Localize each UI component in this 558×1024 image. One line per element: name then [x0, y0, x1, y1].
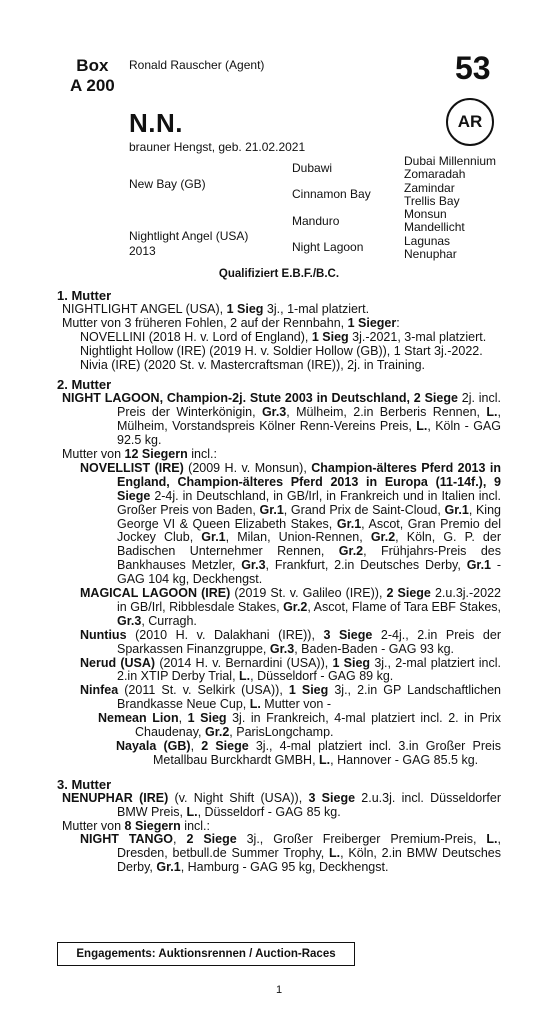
produce-entry: NOVELLINI (2018 H. v. Lord of England), 1 Sieg 3j.-2021, 3-mal platziert.: [80, 329, 487, 344]
pedigree-gen3: Zamindar: [404, 181, 455, 195]
agent-name: Ronald Rauscher (Agent): [129, 58, 265, 72]
horse-name: N.N.: [129, 108, 183, 138]
section-heading: 2. Mutter: [57, 377, 112, 393]
produce-entry: Nightlight Hollow (IRE) (2019 H. v. Soldier Hollow (GB)), 1 Start 3j.-2022.: [80, 343, 483, 358]
pedigree-sire: New Bay (GB): [129, 177, 206, 191]
pedigree-gen3: Dubai Millennium: [404, 154, 497, 168]
pedigree-gen2: Dubawi: [292, 161, 333, 175]
pedigree-dam: Nightlight Angel (USA): [129, 229, 249, 243]
pedigree-gen2: Cinnamon Bay: [292, 187, 371, 201]
ar-badge: AR: [446, 98, 494, 146]
produce-entry: NOVELLIST (IRE) (2009 H. v. Monsun), Champion-älteres Pferd 2013 in England, Champion-älteres Pferd 2013 in Europa (11-14f.), 9 Siege 2-4j. in Deutschland, in GB/Irl, in Frankreich und in Italien incl. Großer Preis von Baden, Gr.1, Grand Prix de Saint-Cloud, Gr.1, King George VI & Queen Elizabeth Stakes, Gr.1, Ascot, Gran Premio del Jockey Club, Gr.1, Milan, Union-Rennen, Gr.2, Köln, G. P. der Badischen Unternehmer Rennen, Gr.2, Frühjahrs-Preis des Bankhauses Metzler, Gr.3, Frankfurt, 2.in Deutsches Derby, Gr.1 - GAG 104 kg, Deckhengst.: [80, 460, 501, 587]
produce-entry: Nivia (IRE) (2020 St. v. Mastercraftsman (IRE)), 2j. in Training.: [80, 357, 426, 372]
produce-summary: Mutter von 3 früheren Fohlen, 2 auf der Rennbahn, 1 Sieger:: [62, 315, 400, 330]
section-heading: 3. Mutter: [57, 776, 112, 792]
produce-entry: NIGHT TANGO, 2 Siege 3j., Großer Freiberger Premium-Preis, L., Dresden, betbull.de Summer Trophy, L., Köln, 2.in BMW Deutsches Derby, Gr.1, Hamburg - GAG 95 kg, Deckhengst.: [80, 832, 501, 875]
box-label: Box: [76, 56, 109, 75]
pedigree-gen3: Zomaradah: [404, 167, 466, 181]
dam-entry: NIGHT LAGOON, Champion-2j. Stute 2003 in Deutschland, 2 Siege 2j. incl. Preis der Winterkönigin, Gr.3, Mülheim, 2.in Berberis Rennen, L., Mülheim, Vorstandspreis Kölner Renn-Vereins Preis, L., Köln - GAG 92.5 kg.: [62, 391, 501, 448]
dam-entry: NENUPHAR (IRE) (v. Night Shift (USA)), 3 Siege 2.u.3j. incl. Düsseldorfer BMW Preis, L., Düsseldorf - GAG 85 kg.: [62, 790, 501, 819]
pedigree-gen3: Lagunas: [404, 234, 451, 248]
pedigree-dam-year: 2013: [129, 244, 156, 258]
dam-entry: NIGHTLIGHT ANGEL (USA), 1 Sieg 3j., 1-mal platziert.: [62, 301, 370, 316]
pedigree-gen3: Monsun: [404, 207, 447, 221]
lot-number: 53: [455, 50, 491, 86]
produce-entry: Nayala (GB), 2 Siege 3j., 4-mal platziert incl. 3.in Großer Preis Metallbau Burckhardt GMBH, L., Hannover - GAG 85.5 kg.: [116, 739, 501, 767]
produce-entry: Nerud (USA) (2014 H. v. Bernardini (USA)), 1 Sieg 3j., 2-mal platziert incl. 2.in XTIP Derby Trial, L., Düsseldorf - GAG 89 kg.: [80, 655, 501, 684]
pedigree-gen3: Trellis Bay: [404, 194, 460, 208]
pedigree-gen3: Nenuphar: [404, 247, 457, 261]
horse-description: brauner Hengst, geb. 21.02.2021: [129, 140, 306, 154]
engagements-box: Engagements: Auktionsrennen / Auction-Races: [57, 942, 355, 966]
catalogue-text: [57, 285, 501, 875]
pedigree-gen3: Mandellicht: [404, 220, 465, 234]
section-heading: 1. Mutter: [57, 288, 112, 303]
pedigree-gen2: Manduro: [292, 214, 340, 228]
box-code: [70, 56, 115, 96]
produce-entry: Nuntius (2010 H. v. Dalakhani (IRE)), 3 Siege 2-4j., 2.in Preis der Sparkassen Finanzgruppe, Gr.3, Baden-Baden - GAG 93 kg.: [80, 627, 501, 656]
produce-entry: MAGICAL LAGOON (IRE) (2019 St. v. Galileo (IRE)), 2 Siege 2.u.3j.-2022 in GB/Irl, Ribblesdale Stakes, Gr.2, Ascot, Flame of Tara EBF Stakes, Gr.3, Curragh.: [80, 586, 501, 628]
produce-entry: Ninfea (2011 St. v. Selkirk (USA)), 1 Sieg 3j., 2.in GP Landschaftlichen Brandkasse Neue Cup, L. Mutter von -: [80, 683, 501, 712]
page-number: 1: [275, 984, 283, 996]
produce-summary: Mutter von 12 Siegern incl.:: [62, 446, 217, 461]
produce-summary: Mutter von 8 Siegern incl.:: [62, 818, 210, 833]
box-number: A 200: [70, 76, 115, 95]
pedigree-gen2: Night Lagoon: [292, 240, 364, 254]
produce-entry: Nemean Lion, 1 Sieg 3j. in Frankreich, 4-mal platziert incl. 2. in Prix Chaudenay, Gr.2, ParisLongchamp.: [98, 711, 501, 740]
qualification: Qualifiziert E.B.F./B.C.: [218, 268, 340, 280]
